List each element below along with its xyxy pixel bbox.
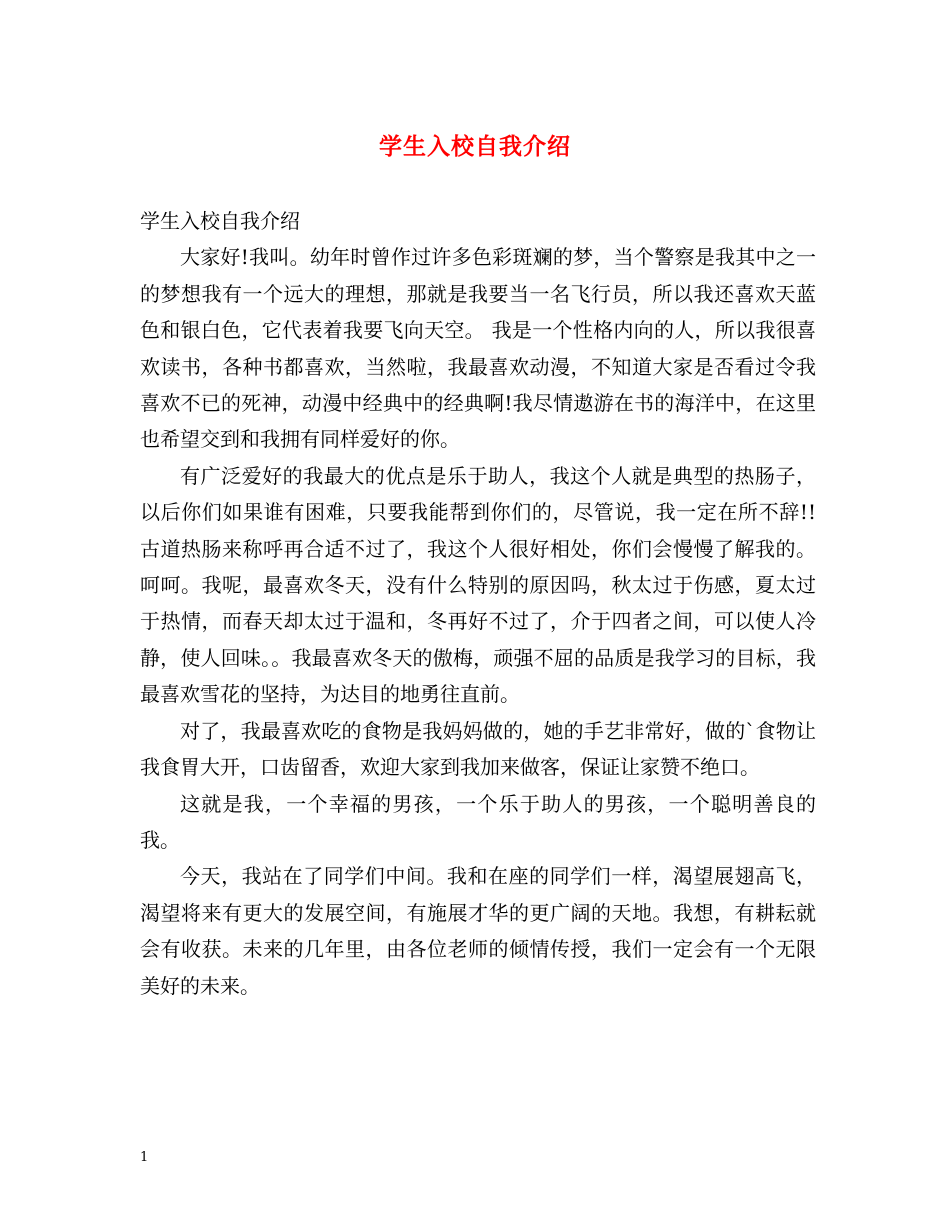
- paragraph-2: 有广泛爱好的我最大的优点是乐于助人，我这个人就是典型的热肠子，以后你们如果谁有困难，只要我能帮到你们的，尽管说，我一定在所不辞!!古道热肠来称呼再合适不过了，我这个人很好相处，你们会慢慢了解我的。呵呵。我呢，最喜欢冬天，没有什么特别的原因吗，秋太过于伤感，夏太过于热情，而春天却太过于温和，冬再好不过了，介于四者之间，可以使人冷静，使人回味。。我最喜欢冬天的傲梅，顽强不屈的品质是我学习的目标，我最喜欢雪花的坚持，为达目的地勇往直前。: [140, 463, 816, 707]
- document-title: 学生入校自我介绍: [379, 133, 571, 160]
- document-subtitle: 学生入校自我介绍: [140, 209, 300, 233]
- page-number: 1: [140, 1150, 149, 1165]
- paragraph-5: 今天，我站在了同学们中间。我和在座的同学们一样，渴望展翅高飞，渴望将来有更大的发展空间，有施展才华的更广阔的天地。我想，有耕耘就会有收获。未来的几年里，由各位老师的倾情传授，我们一定会有一个无限美好的未来。: [140, 864, 816, 998]
- document-body: [140, 203, 816, 1004]
- paragraph-3: 对了，我最喜欢吃的食物是我妈妈做的，她的手艺非常好，做的`食物让我食胃大开，口齿留香，欢迎大家到我加来做客，保证让家赞不绝口。: [140, 718, 816, 780]
- paragraph-1: 大家好!我叫。幼年时曾作过许多色彩斑斓的梦，当个警察是我其中之一的梦想我有一个远大的理想，那就是我要当一名飞行员，所以我还喜欢天蓝色和银白色，它代表着我要飞向天空。 我是一个性格内向的人，所以我很喜欢读书，各种书都喜欢，当然啦，我最喜欢动漫，不知道大家是否看过令我喜欢不已的死神，动漫中经典中的经典啊!我尽情遨游在书的海洋中，在这里也希望交到和我拥有同样爱好的你。: [140, 245, 816, 452]
- paragraph-4: 这就是我，一个幸福的男孩，一个乐于助人的男孩，一个聪明善良的我。: [140, 791, 816, 852]
